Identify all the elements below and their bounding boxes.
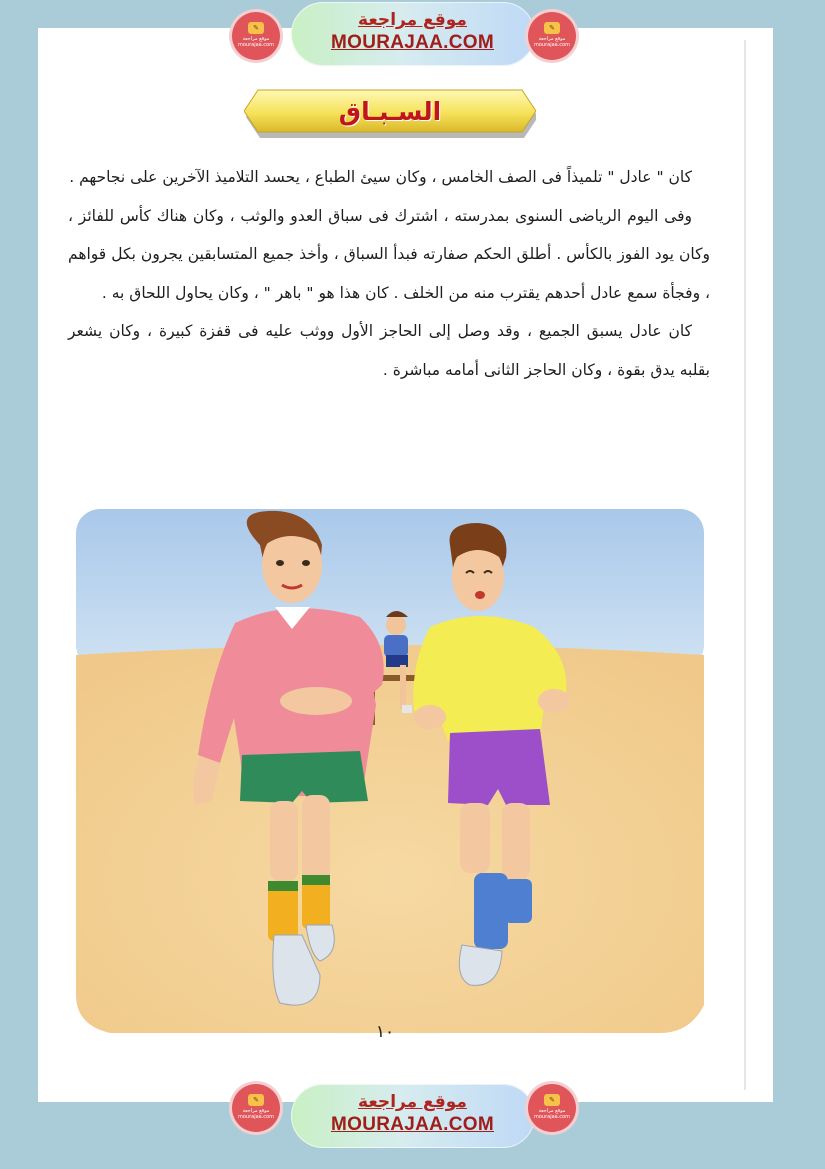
runners-illustration [70, 505, 710, 1035]
paragraph: وفى اليوم الرياضى السنوى بمدرسته ، اشترك فى سباق العدو والوثب ، وكان هناك كأس للفائز ، وكان يود الفوز بالكأس . أطلق الحكم صفارته فبدأ السباق ، وأخذ جميع المتسابقين يجرون بكل قواهم ، وفجأة سمع عادل أحدهم يقترب منه من الخلف . كان هذا هو " باهر " ، وكان يحاول اللحاق به . [68, 206, 710, 302]
banner-arabic-link[interactable]: موقع مراجعة [358, 10, 467, 30]
banner-arabic-link[interactable]: موقع مراجعة [358, 1092, 467, 1112]
badge-domain: mourajaa.com [237, 42, 274, 48]
race-illustration [70, 505, 710, 1035]
page-number: ١٠ [375, 1022, 395, 1042]
logo-icon: ✎ [544, 22, 560, 34]
badge-arabic: موقع مراجعة [242, 1108, 270, 1114]
banner-english-link[interactable]: MOURAJAA.COM [331, 32, 494, 53]
paragraph: كان عادل يسبق الجميع ، وقد وصل إلى الحاجز الأول ووثب عليه فى قفزة كبيرة ، وكان يشعر بقلبه يدق بقوة ، وكان الحاجز الثانى أمامه مباشرة . [68, 322, 710, 379]
badge-domain: mourajaa.com [533, 42, 570, 48]
badge-domain: mourajaa.com [533, 1114, 570, 1120]
site-logo-badge[interactable] [528, 1084, 576, 1132]
logo-icon: ✎ [544, 1094, 560, 1106]
site-logo-badge[interactable] [528, 12, 576, 60]
site-banner-bottom[interactable] [291, 1084, 535, 1148]
story-text [68, 158, 710, 389]
badge-arabic: موقع مراجعة [242, 36, 270, 42]
title-ribbon [244, 88, 536, 140]
badge-arabic: موقع مراجعة [538, 1108, 566, 1114]
paragraph: كان " عادل " تلميذاً فى الصف الخامس ، وكان سيئ الطباع ، يحسد التلاميذ الآخرين على نجاحهم . [69, 168, 692, 186]
banner-english-link[interactable]: MOURAJAA.COM [331, 1114, 494, 1135]
site-logo-badge[interactable] [232, 12, 280, 60]
logo-icon: ✎ [248, 22, 264, 34]
badge-domain: mourajaa.com [237, 1114, 274, 1120]
site-banner-top[interactable] [291, 2, 535, 66]
lesson-title: السـبـاق [338, 97, 442, 126]
badge-arabic: موقع مراجعة [538, 36, 566, 42]
page-edge-line [744, 40, 746, 1090]
logo-icon: ✎ [248, 1094, 264, 1106]
site-logo-badge[interactable] [232, 1084, 280, 1132]
